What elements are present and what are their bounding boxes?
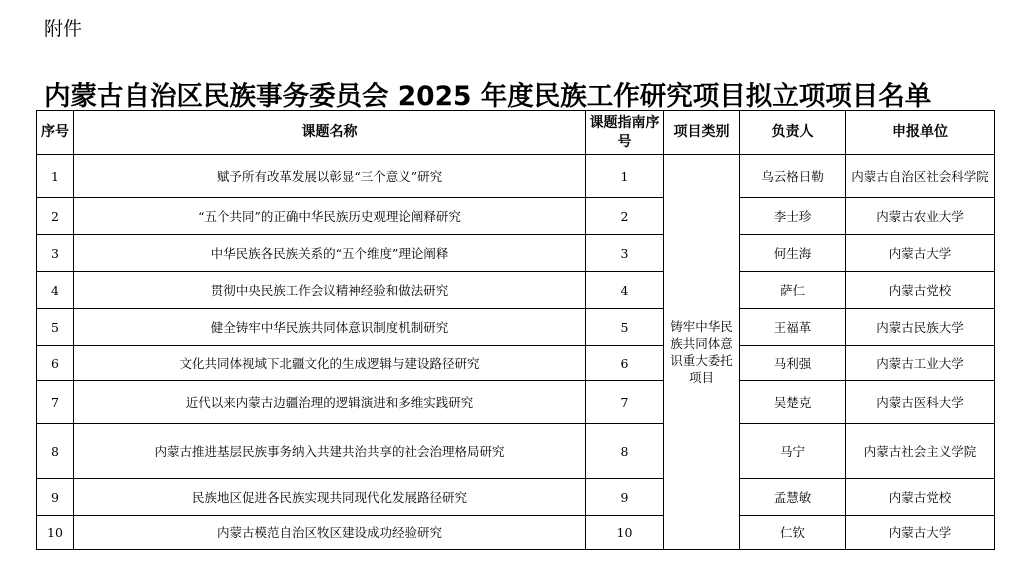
header-guide-no: 课题指南序号 (586, 111, 664, 155)
table-row (37, 516, 995, 550)
table-row (37, 235, 995, 272)
row-index: 8 (37, 424, 74, 479)
row-guide-no: 3 (586, 235, 664, 272)
row-leader: 何生海 (740, 235, 846, 272)
header-index: 序号 (37, 111, 74, 155)
row-leader: 王福革 (740, 309, 846, 346)
header-topic: 课题名称 (74, 111, 586, 155)
row-topic: 赋予所有改革发展以彰显“三个意义”研究 (74, 155, 586, 198)
row-unit: 内蒙古党校 (846, 272, 995, 309)
document-title: 内蒙古自治区民族事务委员会 2025 年度民族工作研究项目拟立项项目名单 (44, 81, 932, 112)
row-index: 5 (37, 309, 74, 346)
row-topic: 内蒙古模范自治区牧区建设成功经验研究 (74, 516, 586, 550)
table-row (37, 272, 995, 309)
row-topic: 文化共同体视域下北疆文化的生成逻辑与建设路径研究 (74, 346, 586, 381)
row-leader: 萨仁 (740, 272, 846, 309)
row-guide-no: 10 (586, 516, 664, 550)
row-guide-no: 5 (586, 309, 664, 346)
row-index: 4 (37, 272, 74, 309)
row-guide-no: 2 (586, 198, 664, 235)
row-topic: 近代以来内蒙古边疆治理的逻辑演进和多维实践研究 (74, 381, 586, 424)
row-unit: 内蒙古社会主义学院 (846, 424, 995, 479)
table-row (37, 155, 995, 198)
table-row (37, 381, 995, 424)
row-unit: 内蒙古农业大学 (846, 198, 995, 235)
row-index: 7 (37, 381, 74, 424)
row-leader: 马宁 (740, 424, 846, 479)
table-row (37, 479, 995, 516)
table-row (37, 424, 995, 479)
row-index: 3 (37, 235, 74, 272)
row-guide-no: 4 (586, 272, 664, 309)
row-unit: 内蒙古大学 (846, 235, 995, 272)
row-leader: 李士珍 (740, 198, 846, 235)
row-unit: 内蒙古工业大学 (846, 346, 995, 381)
row-guide-no: 8 (586, 424, 664, 479)
row-guide-no: 6 (586, 346, 664, 381)
row-guide-no: 7 (586, 381, 664, 424)
row-unit: 内蒙古自治区社会科学院 (846, 155, 995, 198)
row-index: 1 (37, 155, 74, 198)
row-guide-no: 9 (586, 479, 664, 516)
row-leader: 马利强 (740, 346, 846, 381)
row-unit: 内蒙古医科大学 (846, 381, 995, 424)
row-index: 6 (37, 346, 74, 381)
row-topic: 内蒙古推进基层民族事务纳入共建共治共享的社会治理格局研究 (74, 424, 586, 479)
project-table (36, 110, 995, 550)
row-topic: 中华民族各民族关系的“五个维度”理论阐释 (74, 235, 586, 272)
row-topic: 健全铸牢中华民族共同体意识制度机制研究 (74, 309, 586, 346)
table-header-row (37, 111, 995, 155)
row-topic: 贯彻中央民族工作会议精神经验和做法研究 (74, 272, 586, 309)
header-leader: 负责人 (740, 111, 846, 155)
row-topic: “五个共同”的正确中华民族历史观理论阐释研究 (74, 198, 586, 235)
project-category: 铸牢中华民族共同体意识重大委托项目 (664, 155, 740, 550)
row-unit: 内蒙古党校 (846, 479, 995, 516)
row-index: 2 (37, 198, 74, 235)
row-index: 9 (37, 479, 74, 516)
row-unit: 内蒙古民族大学 (846, 309, 995, 346)
row-index: 10 (37, 516, 74, 550)
row-unit: 内蒙古大学 (846, 516, 995, 550)
header-unit: 申报单位 (846, 111, 995, 155)
row-leader: 仁钦 (740, 516, 846, 550)
row-leader: 乌云格日勒 (740, 155, 846, 198)
row-guide-no: 1 (586, 155, 664, 198)
row-leader: 吴楚克 (740, 381, 846, 424)
header-category: 项目类别 (664, 111, 740, 155)
row-topic: 民族地区促进各民族实现共同现代化发展路径研究 (74, 479, 586, 516)
table-row (37, 346, 995, 381)
attachment-label: 附件 (44, 18, 83, 40)
table-row (37, 198, 995, 235)
table-row (37, 309, 995, 346)
row-leader: 孟慧敏 (740, 479, 846, 516)
